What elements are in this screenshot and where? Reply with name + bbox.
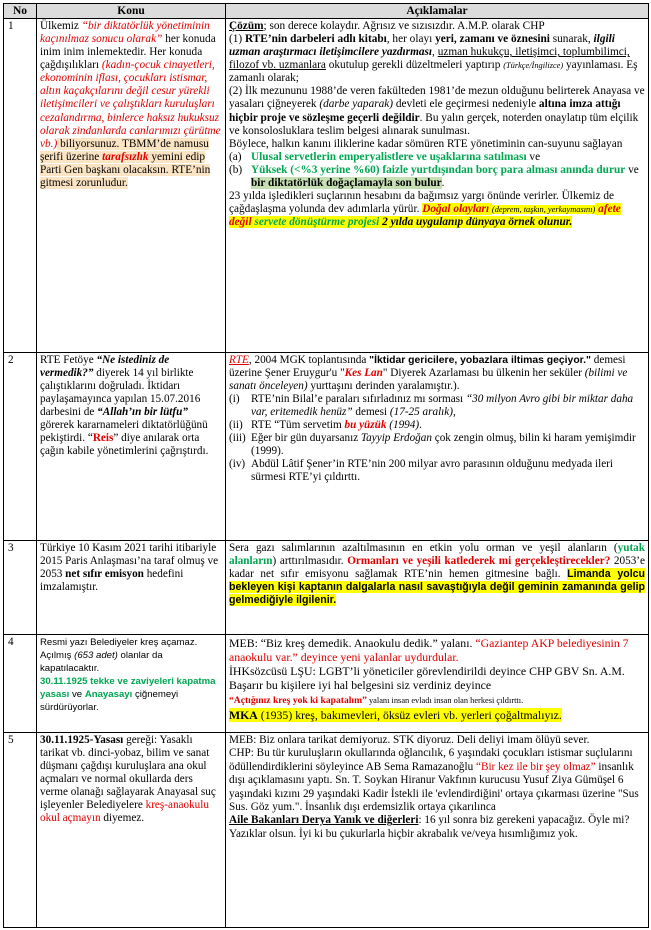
aciklama-cell bbox=[226, 733, 649, 928]
row-number: 3 bbox=[4, 541, 37, 635]
konu-cell: Türkiye 10 Kasım 2021 tarihi itibariyle 2015 Paris Anlaşması’na taraf olmuş ve 2053 net sıfır emisyon hedefini imzalamıştır. bbox=[37, 541, 226, 635]
paragraph: Resmi yazı Belediyeler kreş açamaz. Açılmış (653 adet) olanlar da kapatılacaktır. bbox=[40, 637, 198, 674]
paragraph: MEB: “Biz kreş demedik. Anaokulu dedik.” yalanı. “Gaziantep AKP belediyesinin 7 anaokulu var.” deyince yeni yalanlar uydurdular. bbox=[229, 636, 629, 664]
row-number: 2 bbox=[4, 353, 37, 541]
paragraph: Çözüm; son derece kolaydır. Ağrısız ve sızısızdır. A.M.P. olarak CHP bbox=[229, 20, 545, 32]
list-item: (b) Yüksek (<%3 yerine %60) faizle yurtdışından borç para alması anında durur ve bir diktatörlük doğaçlamayla son bulur. bbox=[229, 163, 639, 189]
konu-cell: 30.11.1925-Yasası gereği: Yasaklı tarikat vb. dinci-yobaz, bilim ve sanat düşmanı çağdışı kuruluşlara ana okul açmaları ve normal okullarda ders verme olanağı sağlayarak Anayasal suç işleyenler Belediyelere kreş-anaokulu okul açmayın diyemez. bbox=[37, 733, 226, 928]
konu-cell bbox=[37, 635, 226, 733]
paragraph: Böylece, halkın kanını iliklerine kadar sömüren RTE yönetiminin can-suyunu sağlayan bbox=[229, 137, 623, 150]
aciklama-cell bbox=[226, 353, 649, 541]
aciklama-cell bbox=[226, 19, 649, 353]
header-konu: Konu bbox=[37, 4, 226, 19]
paragraph: (2) İlk mezununu 1988’de veren fakülteden 1981’de mezun olduğunu belirterek Anayasa ve yasaları çiğneyerek (darbe yaparak) devleti ele geçirmesi nedeniyle altına imza attığı hiçbir proje ve sözleşme geçerli değildir. Bu yalın gerçek, noterden onaylatıp tüm elçilik ve konsolosluklara teslim belgesi alınarak sunulması. bbox=[229, 85, 645, 137]
table-row bbox=[4, 733, 649, 928]
header-aciklamalar: Açıklamalar bbox=[226, 4, 649, 19]
row-number: 1 bbox=[4, 19, 37, 353]
konu-cell: RTE Fetöye “Ne istediniz de vermedik?” diyerek 14 yıl birlikte çalıştıklarını doğruladı. İktidarı paylaşamayınca yapılan 15.07.2016 darbesini de “Allah’ın bir lütfu” görerek kararnameleri diktatörlüğünü pekiştirdi. “Reis” diye anılarak orta çağın kabile yönetimlerini çağrıştırdı. bbox=[37, 353, 226, 541]
konu-cell: Ülkemiz “bir diktatörlük yönetiminin kaçınılmaz sonucu olarak” her konuda inim inim inlemektedir. Her konuda çağdışılıkları (kadın-çocuk cinayetleri, ekonominin iflası, çocukları istismar, altın kaçakçılarını değil cesur yürekli iletişimcileri ve çalıştıkları kuruluşları cezalandırma, binlerce haksız hukuksuz olarak zindanlarda canlarımızı çürütme vb.) biliyorsunuz. TBMM’de namusu şerifi üzerine tarafsızlık yemini edip Parti Gen başkanı olacaksın. RTE’nin gitmesi zorunludur. bbox=[37, 19, 226, 353]
paragraph: RTE, 2004 MGK toplantısında "İktidar gericilere, yobazlara iltimas geçiyor." demesi üzerine Şener Eruygur'u "Kes Lan" Diyerek Azarlaması bu ülkenin her seküler (bilimi ve sanatı önceleyen) yurttaşını derinden yaralamıştır.). bbox=[229, 354, 628, 393]
main-table bbox=[3, 3, 649, 928]
paragraph: MKA (1935) kreş, bakımevleri, öksüz evleri vb. yerleri çoğaltmalıyız. bbox=[229, 708, 562, 722]
table-row bbox=[4, 19, 649, 353]
list-item: (a) Ulusal servetlerin emperyalistlere ve uşaklarına satılması ve bbox=[229, 150, 541, 163]
paragraph: 30.11.1925 tekke ve zaviyeleri kapatma yasası ve Anayasayı çiğnemeyi sürdürüyorlar. bbox=[40, 676, 216, 713]
aciklama-cell bbox=[226, 635, 649, 733]
table-row bbox=[4, 635, 649, 733]
header-no: No bbox=[4, 4, 37, 19]
row-number: 5 bbox=[4, 733, 37, 928]
list-item: (i) RTE’nin Bilal’e paraları sıfırladınız mı sorması “30 milyon Avro gibi bir miktar daha var, eritemedik henüz” demesi (17-25 aralık), bbox=[229, 393, 634, 419]
list-item: (iii) Eğer bir gün duyarsanız Tayyip Erdoğan çok zengin olmuş, bilin ki haram yemişimdir (1999). bbox=[229, 432, 636, 458]
header-row bbox=[4, 4, 649, 19]
list-item: (ii) RTE “Tüm servetim bu yüzük (1994). bbox=[229, 419, 422, 432]
paragraph: MEB: Biz onlara tarikat demiyoruz. STK diyoruz. Deli deliyi imam ölüyü sever. bbox=[229, 734, 590, 746]
table-row bbox=[4, 541, 649, 635]
table-row bbox=[4, 353, 649, 541]
paragraph: 23 yılda işledikleri suçlarının hesabını da bağımsız yargı önünde verirler. Ülkemiz de çağdaşlaşma yolunda dev adımlarla yürür. Doğal olayları (deprem, taşkın, yerkaymasını) afete değil servete dönüştürme projesi 2 yılda uygulanıp dünyaya örnek olunur. bbox=[229, 190, 621, 229]
paragraph: CHP: Bu tür kuruluşların okullarında oğlancılık, 6 yaşındaki çocukları istismar suçlularını ödüllendirdiklerini söyleyince AB Sema Ramazanoğlu “Bir kez ile bir şey olmaz” insanlık dışı açıklamasını yaptı. Sn. T. Soykan Hiranur Vakfının kurucusu Yusuf Ziya Gümüşel 6 yaşındaki kızını 29 yaşındaki Kadir İstekli ile 'evlendirdiğini' ortaya çıkarması üzerine "Sus Sus. Göz yum.". İnsanlık dışı erdemsizlik ortaya çıkarılınca bbox=[229, 747, 639, 814]
paragraph: “Açtığınız kreş yok ki kapatalım” yalanı insan evladı insan olan herkesi çıldırttı. bbox=[229, 695, 524, 706]
paragraph: İHKsözcüsü LŞU: LGBT’li yöneticiler görevlendirildi deyince CHP GBV Sn. A.M. Başarır bu kişilere iyi hal belgesini siz verdiniz deyince bbox=[229, 664, 625, 692]
paragraph: Aile Bakanları Derya Yanık ve diğerleri: 16 yıl sonra biz gerekeni yapacağız. Öyle mi? Yazıklar olsun. İyi ki bu çukurlarla hiçbir akrabalık ve/veya hısımlığımız yok. bbox=[229, 814, 630, 840]
row-number: 4 bbox=[4, 635, 37, 733]
paragraph: (1) RTE’nin darbeleri adlı kitabı, her olayı yeri, zamanı ve öznesini sunarak, ilgili uzman araştırmacı iletişimcilere yazdırması, uzman hukukçu, iletişimci, toplumbilimci, filozof vb. uzmanlara okutulup gerekli düzeltmeleri yaptırıp (Türkçe/İngilizce) yayınlaması. Eş zamanlı olarak; bbox=[229, 33, 638, 85]
list-item: (iv) Abdül Lâtif Şener’in RTE’nin 200 milyar avro parasının olduğunu medyada ileri sürmesi RTE’yi çıldırttı. bbox=[229, 458, 614, 484]
aciklama-cell: Sera gazı salımlarının azaltılmasının en etkin yolu orman ve yeşil alanların (yutak alanların) arttırılmasıdır. Ormanları ve yeşili katlederek mi gerçekleştirecekler? 2053’e kadar net sıfır emisyonu sağlamak RTE’nin hemen gitmesine bağlı. Limanda yolcu bekleyen kişi kaptanın dalgalarla nasıl savaştığıyla değil geminin zamanında gelip gelmediğiyle ilgilenir. bbox=[226, 541, 649, 635]
